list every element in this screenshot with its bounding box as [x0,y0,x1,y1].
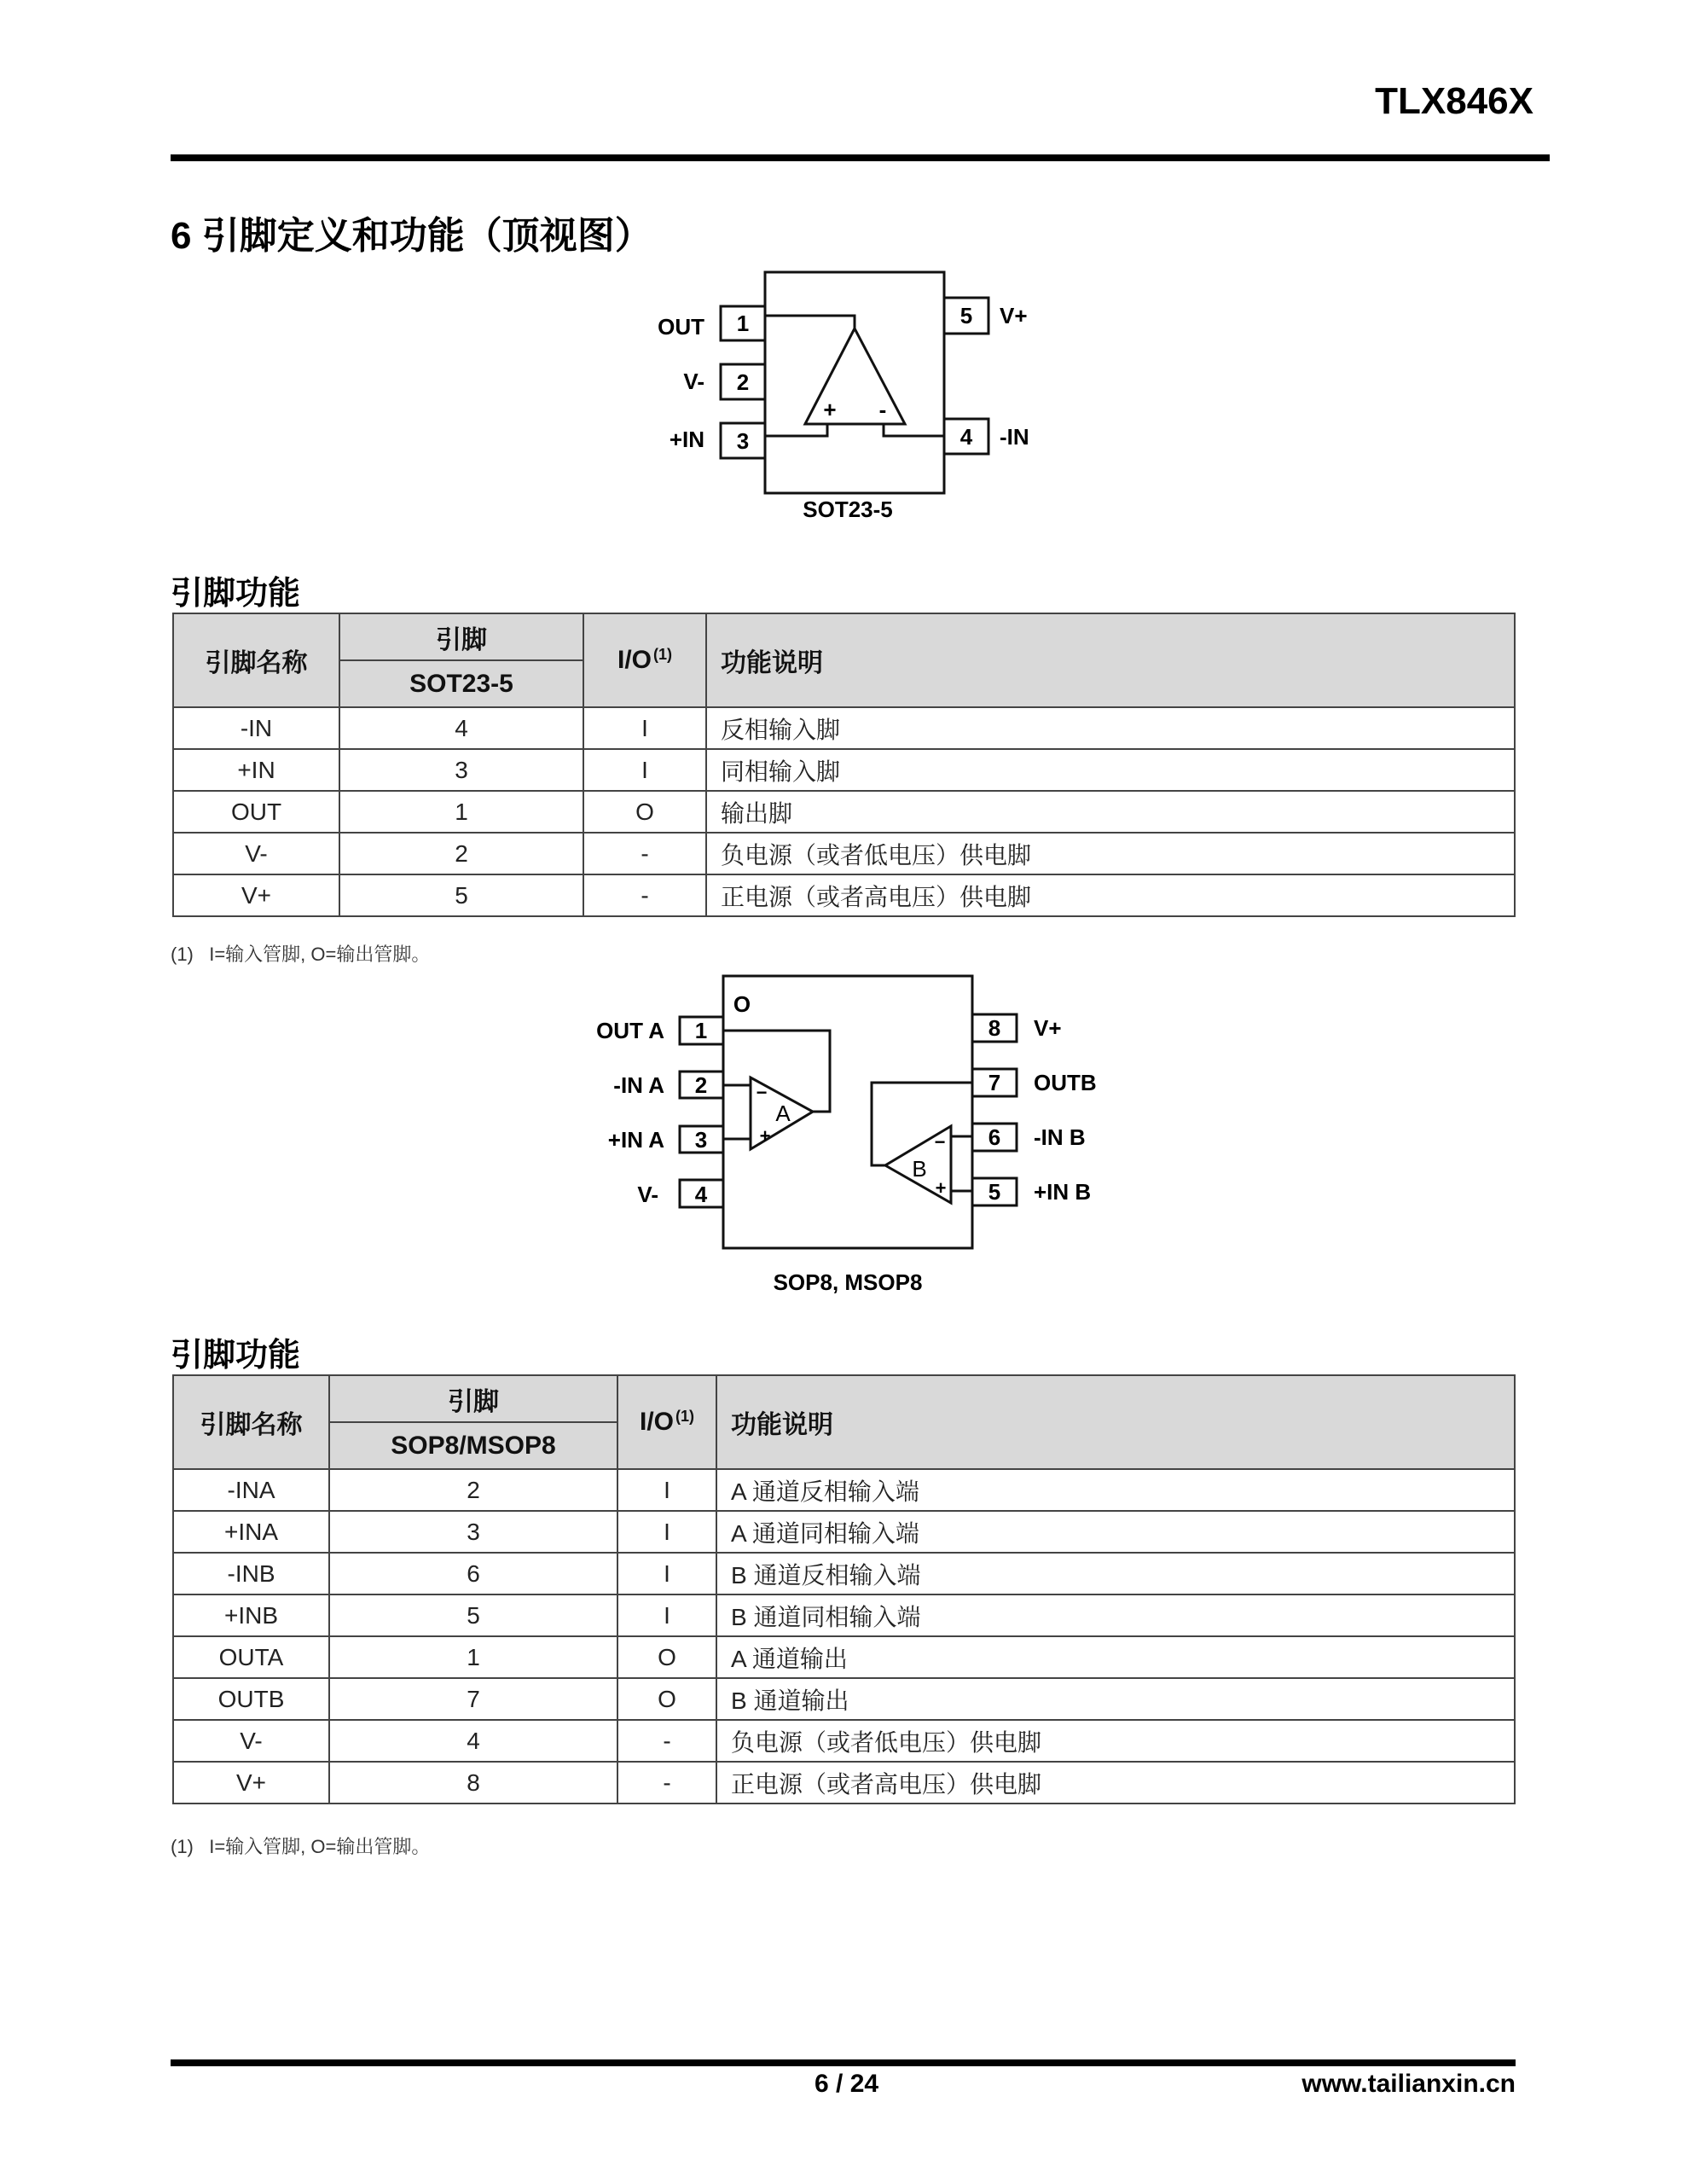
cell-pin-name: +INA [173,1511,329,1553]
cell-io: - [583,833,706,874]
sop8-pin-1-number: 1 [694,1018,708,1043]
cell-io: I [617,1594,716,1636]
col-header-pin-name: 引脚名称 [173,1375,329,1469]
sop8-chip-body [723,976,972,1248]
sop8-pin-3-number: 3 [694,1127,708,1153]
cell-pin-number: 4 [339,707,583,749]
sop8-pin-8-number: 8 [988,1015,1001,1041]
col-header-io [617,1375,716,1469]
cell-description: A 通道反相输入端 [716,1469,1515,1511]
cell-pin-name: +IN [173,749,339,791]
sop8-opamp-b-minus-sign: − [934,1131,946,1153]
table-row [173,1678,1515,1720]
document-title: TLX846X [1375,80,1533,122]
sop8-pin-8-label: V+ [1034,1015,1062,1041]
table-row [173,1594,1515,1636]
cell-pin-number: 6 [329,1553,617,1594]
sot23-pin-2-number: 2 [736,369,750,395]
io-footnote-marker: (1) [653,646,672,663]
section-title: 6 引脚定义和功能（顶视图） [171,215,652,257]
sop8-pin-3-label: +IN A [607,1127,664,1153]
cell-pin-number: 8 [329,1762,617,1804]
cell-description: A 通道输出 [716,1636,1515,1678]
cell-pin-number: 1 [329,1636,617,1678]
sot23-package-label: SOT23-5 [803,497,893,522]
cell-io: - [583,874,706,916]
cell-io: I [583,707,706,749]
sop8-pin-6-number: 6 [988,1124,1001,1150]
cell-description: B 通道同相输入端 [716,1594,1515,1636]
cell-pin-name: V+ [173,1762,329,1804]
cell-pin-name: -IN [173,707,339,749]
sot23-pin-5-number: 5 [959,303,973,328]
col-header-pin-group: 引脚 [339,613,583,660]
cell-description: B 通道反相输入端 [716,1553,1515,1594]
table-row [173,1762,1515,1804]
table-row [173,1511,1515,1553]
table-row [173,1469,1515,1511]
table2-footnote: (1) I=输入管脚, O=输出管脚。 [171,1836,431,1857]
sop8-opamp-b-output-wire [872,1083,972,1165]
cell-io: O [583,791,706,833]
cell-description: 同相输入脚 [706,749,1515,791]
table-row [173,1636,1515,1678]
cell-pin-name: OUTB [173,1678,329,1720]
cell-description: 反相输入脚 [706,707,1515,749]
table-row [173,1553,1515,1594]
sot23-pin-2-label: V- [683,369,704,394]
col-header-description: 功能说明 [716,1375,1515,1469]
website-link[interactable]: www.tailianxin.cn [1301,2070,1516,2098]
sot23-pin-3-label: +IN [669,427,704,452]
col-header-description: 功能说明 [706,613,1515,707]
cell-io: - [617,1762,716,1804]
sop8-pin-4-label: V- [637,1182,658,1207]
sop8-pin-5-number: 5 [988,1179,1001,1205]
cell-pin-number: 1 [339,791,583,833]
page-number: 6 / 24 [815,2070,879,2098]
sot23-pin-1-label: OUT [658,314,704,340]
col-header-pin-group: 引脚 [329,1375,617,1422]
cell-description: 负电源（或者低电压）供电脚 [706,833,1515,874]
sot23-noninverting-sign: + [823,397,837,422]
cell-pin-number: 5 [329,1594,617,1636]
sot23-inverting-sign: - [878,397,887,422]
io-header-text: I/O [617,646,652,674]
sop8-opamp-a-minus-sign: − [756,1082,768,1103]
cell-pin-name: +INB [173,1594,329,1636]
sop8-pin-2-number: 2 [694,1072,708,1098]
cell-pin-number: 4 [329,1720,617,1762]
io-header-text: I/O [639,1408,674,1436]
cell-pin-number: 2 [329,1469,617,1511]
cell-pin-name: OUT [173,791,339,833]
cell-pin-number: 2 [339,833,583,874]
sop8-pin-1-label: OUT A [596,1018,664,1043]
cell-description: A 通道同相输入端 [716,1511,1515,1553]
io-footnote-marker: (1) [675,1408,694,1425]
sop8-package-label: SOP8, MSOP8 [773,1269,923,1295]
cell-pin-name: OUTA [173,1636,329,1678]
cell-io: O [617,1678,716,1720]
col-header-package: SOP8/MSOP8 [329,1422,617,1469]
sop8-pin-6-label: -IN B [1034,1124,1086,1150]
cell-pin-name: V+ [173,874,339,916]
cell-description: B 通道输出 [716,1678,1515,1720]
sop8-pin-function-table [172,1374,1516,1804]
sop8-pin1-marker: O [733,991,751,1017]
sop8-opamp-a-name: A [775,1101,791,1126]
sot23-pin-4-label: -IN [1000,424,1029,450]
sop8-pin-5-label: +IN B [1034,1179,1092,1205]
sot23-pin-5-label: V+ [1000,303,1028,328]
cell-pin-number: 3 [339,749,583,791]
cell-description: 正电源（或者高电压）供电脚 [716,1762,1515,1804]
sop8-pin-7-label: OUTB [1034,1070,1097,1095]
cell-pin-name: V- [173,1720,329,1762]
sot23-pin-1-number: 1 [736,311,750,336]
cell-io: I [617,1469,716,1511]
col-header-package: SOT23-5 [339,660,583,707]
sot23-pin-4-number: 4 [959,424,973,450]
footer-rule [171,2059,1516,2066]
cell-description: 正电源（或者高电压）供电脚 [706,874,1515,916]
sop8-opamp-a-plus-sign: + [759,1125,771,1147]
col-header-pin-name: 引脚名称 [173,613,339,707]
table1-footnote: (1) I=输入管脚, O=输出管脚。 [171,944,431,965]
sot23-pin-3-number: 3 [736,428,750,454]
sop8-opamp-b-plus-sign: + [935,1177,947,1199]
cell-io: I [617,1511,716,1553]
sop8-opamp-b-name: B [912,1156,927,1182]
table-row [173,1720,1515,1762]
cell-io: O [617,1636,716,1678]
sop8-pin-2-label: -IN A [613,1072,664,1098]
cell-pin-name: -INA [173,1469,329,1511]
cell-pin-number: 7 [329,1678,617,1720]
cell-io: I [583,749,706,791]
cell-pin-name: -INB [173,1553,329,1594]
table1-heading: 引脚功能 [171,576,301,612]
sop8-pin-7-number: 7 [988,1070,1001,1095]
sop8-pin-4-number: 4 [694,1182,708,1207]
table2-heading: 引脚功能 [171,1338,301,1374]
cell-description: 输出脚 [706,791,1515,833]
cell-pin-name: V- [173,833,339,874]
cell-pin-number: 5 [339,874,583,916]
cell-io: I [617,1553,716,1594]
cell-description: 负电源（或者低电压）供电脚 [716,1720,1515,1762]
sop8-opamp-a-output-wire [723,1031,830,1112]
cell-pin-number: 3 [329,1511,617,1553]
cell-io: - [617,1720,716,1762]
